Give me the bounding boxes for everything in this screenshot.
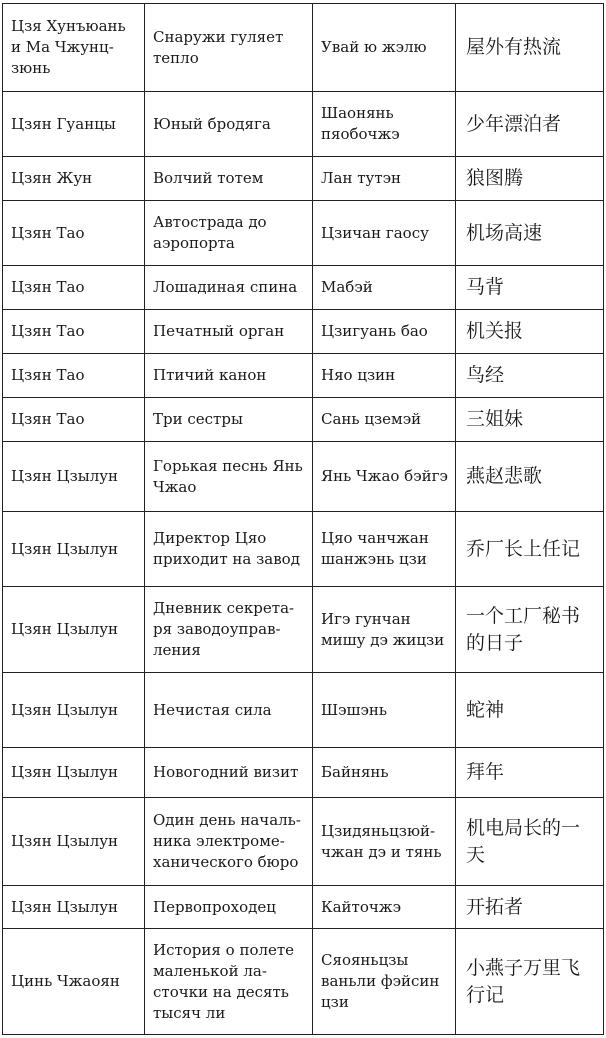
table-row	[3, 748, 604, 798]
author-cell: Цзя Хунъюань и Ма Чжунц-зюнь	[3, 4, 145, 92]
chinese-title-cell: 三姐妹	[456, 398, 604, 442]
chinese-title-cell: 马背	[456, 266, 604, 310]
pinyin-cell: Няо цзин	[313, 354, 456, 398]
russian-title-cell: Юный бродяга	[145, 92, 313, 157]
russian-title-cell: Автострада до аэропорта	[145, 201, 313, 266]
author-cell: Цзян Тао	[3, 354, 145, 398]
table-row	[3, 798, 604, 886]
russian-title-cell: Первопроходец	[145, 886, 313, 929]
table-row	[3, 354, 604, 398]
russian-title-cell: История о полете маленькой ла-сточки на десять тысяч ли	[145, 929, 313, 1035]
chinese-title-cell: 一个工厂秘书的日子	[456, 587, 604, 673]
author-cell: Цзян Тао	[3, 201, 145, 266]
chinese-title-cell: 屋外有热流	[456, 4, 604, 92]
works-table-body	[3, 4, 604, 1035]
pinyin-cell: Лан тутэн	[313, 157, 456, 201]
author-cell: Цзян Цзылун	[3, 748, 145, 798]
author-cell: Цзян Цзылун	[3, 886, 145, 929]
chinese-title-cell: 燕赵悲歌	[456, 442, 604, 512]
author-cell: Цзян Гуанцы	[3, 92, 145, 157]
chinese-title-cell: 机电局长的一天	[456, 798, 604, 886]
russian-title-cell: Один день началь-ника электроме-ханического бюро	[145, 798, 313, 886]
table-row	[3, 157, 604, 201]
russian-title-cell: Директор Цяо приходит на завод	[145, 512, 313, 587]
author-cell: Цзян Цзылун	[3, 673, 145, 748]
pinyin-cell: Цзидяньцзюй-чжан дэ и тянь	[313, 798, 456, 886]
pinyin-cell: Янь Чжао бэйгэ	[313, 442, 456, 512]
table-row	[3, 442, 604, 512]
author-cell: Цзян Тао	[3, 266, 145, 310]
pinyin-cell: Шаонянь пяобочжэ	[313, 92, 456, 157]
chinese-title-cell: 拜年	[456, 748, 604, 798]
russian-title-cell: Печатный орган	[145, 310, 313, 354]
author-cell: Цзян Цзылун	[3, 587, 145, 673]
chinese-title-cell: 开拓者	[456, 886, 604, 929]
table-row	[3, 201, 604, 266]
russian-title-cell: Три сестры	[145, 398, 313, 442]
author-cell: Цинь Чжаоян	[3, 929, 145, 1035]
pinyin-cell: Цзигуань бао	[313, 310, 456, 354]
table-row	[3, 266, 604, 310]
russian-title-cell: Снаружи гуляет тепло	[145, 4, 313, 92]
author-cell: Цзян Цзылун	[3, 442, 145, 512]
pinyin-cell: Увай ю жэлю	[313, 4, 456, 92]
pinyin-cell: Шэшэнь	[313, 673, 456, 748]
table-row	[3, 512, 604, 587]
russian-title-cell: Горькая песнь Янь Чжао	[145, 442, 313, 512]
russian-title-cell: Лошадиная спина	[145, 266, 313, 310]
russian-title-cell: Птичий канон	[145, 354, 313, 398]
author-cell: Цзян Цзылун	[3, 512, 145, 587]
chinese-title-cell: 小燕子万里飞行记	[456, 929, 604, 1035]
chinese-title-cell: 乔厂长上任记	[456, 512, 604, 587]
table-row	[3, 886, 604, 929]
author-cell: Цзян Жун	[3, 157, 145, 201]
russian-title-cell: Дневник секрета-ря заводоуправ-ления	[145, 587, 313, 673]
table-row	[3, 310, 604, 354]
chinese-title-cell: 少年漂泊者	[456, 92, 604, 157]
chinese-title-cell: 机场高速	[456, 201, 604, 266]
author-cell: Цзян Цзылун	[3, 798, 145, 886]
table-row	[3, 929, 604, 1035]
pinyin-cell: Сяояньцзы ваньли фэйсин цзи	[313, 929, 456, 1035]
table-row	[3, 673, 604, 748]
table-row	[3, 4, 604, 92]
works-table	[2, 3, 604, 1035]
author-cell: Цзян Тао	[3, 398, 145, 442]
pinyin-cell: Цзичан гаосу	[313, 201, 456, 266]
pinyin-cell: Кайточжэ	[313, 886, 456, 929]
chinese-title-cell: 鸟经	[456, 354, 604, 398]
pinyin-cell: Игэ гунчан мишу дэ жицзи	[313, 587, 456, 673]
chinese-title-cell: 机关报	[456, 310, 604, 354]
pinyin-cell: Сань цземэй	[313, 398, 456, 442]
table-row	[3, 92, 604, 157]
table-row	[3, 587, 604, 673]
chinese-title-cell: 狼图腾	[456, 157, 604, 201]
chinese-title-cell: 蛇神	[456, 673, 604, 748]
pinyin-cell: Цяо чанчжан шанжэнь цзи	[313, 512, 456, 587]
pinyin-cell: Байнянь	[313, 748, 456, 798]
russian-title-cell: Новогодний визит	[145, 748, 313, 798]
pinyin-cell: Мабэй	[313, 266, 456, 310]
russian-title-cell: Нечистая сила	[145, 673, 313, 748]
russian-title-cell: Волчий тотем	[145, 157, 313, 201]
table-row	[3, 398, 604, 442]
author-cell: Цзян Тао	[3, 310, 145, 354]
